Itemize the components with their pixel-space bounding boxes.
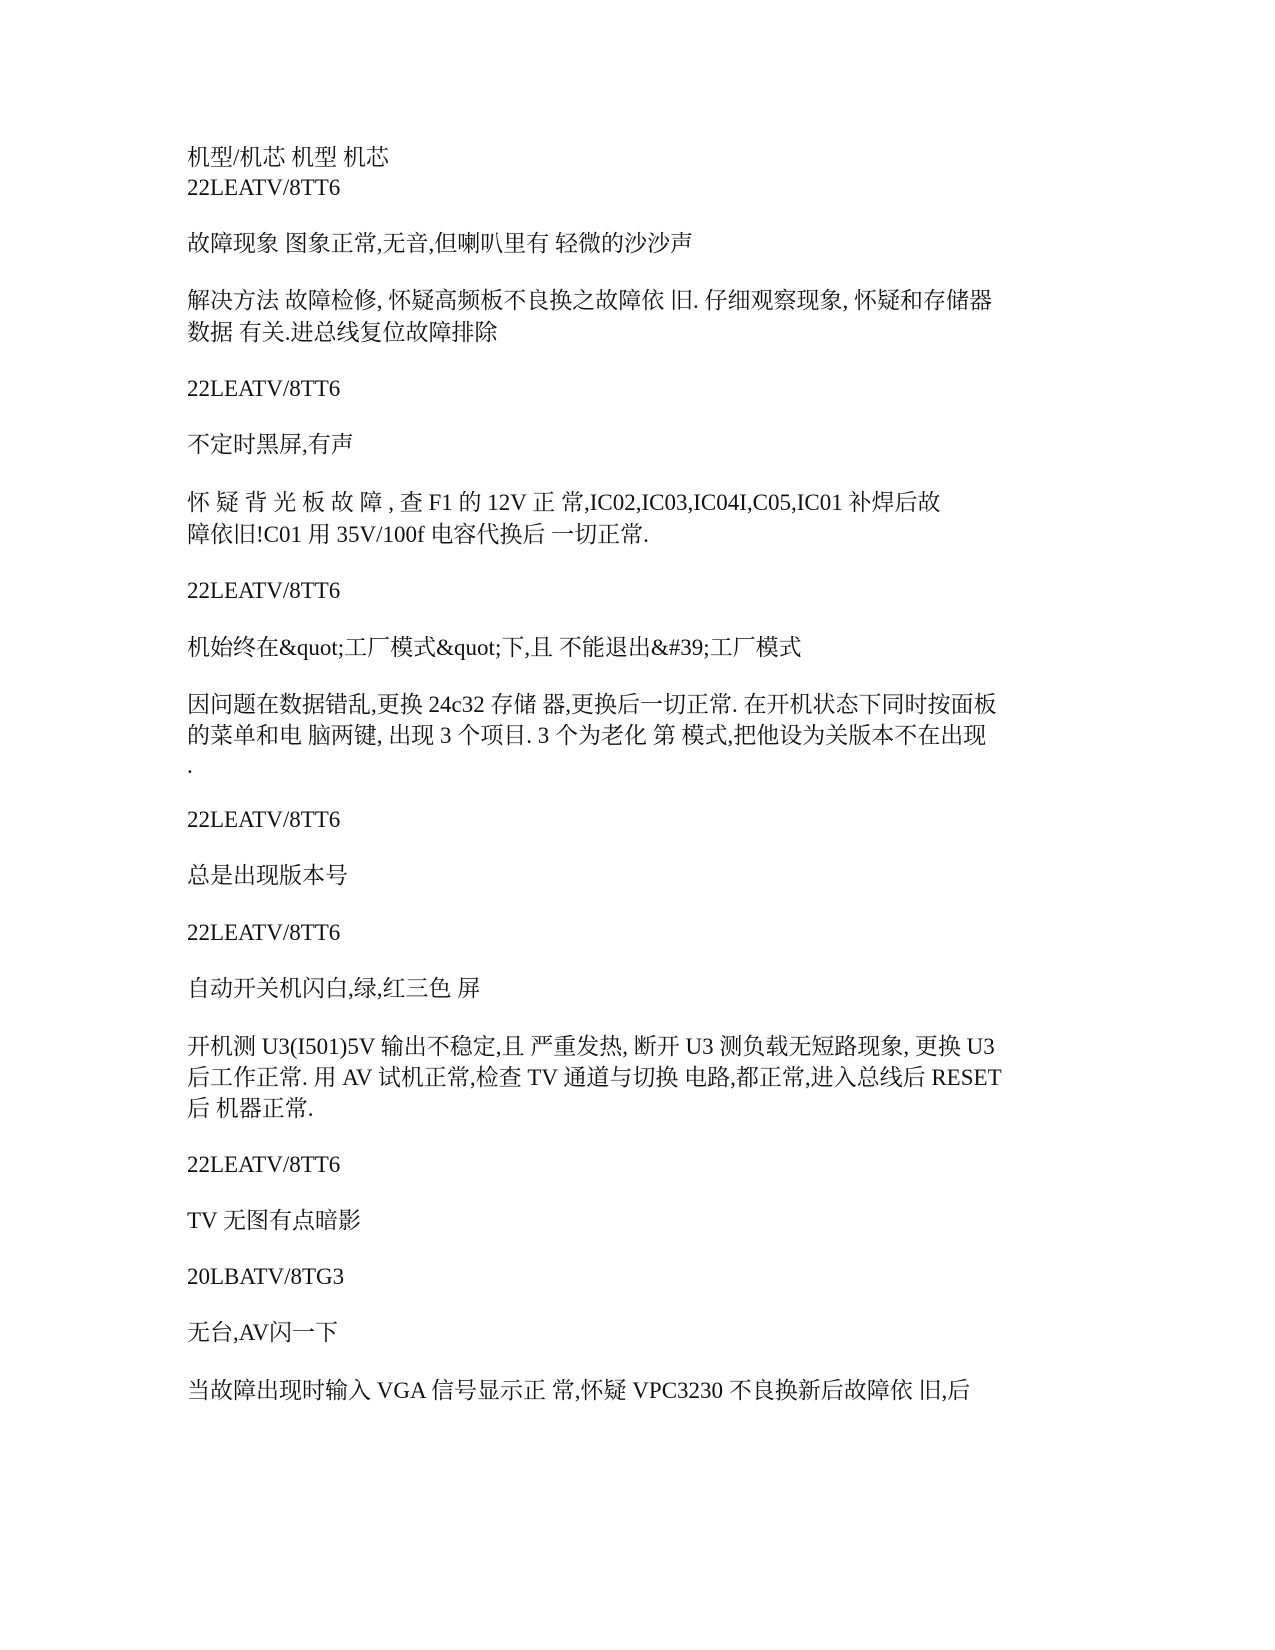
text-line: 机始终在&quot;工厂模式&quot;下,且 不能退出&#39;工厂模式 — [187, 635, 802, 660]
text-line: 不定时黑屏,有声 — [187, 432, 354, 457]
text-line: 数据 有关.进总线复位故障排除 — [187, 320, 498, 345]
text-line: 解决方法 故障检修, 怀疑高频板不良换之故障依 旧. 仔细观察现象, 怀疑和存储器 — [187, 288, 992, 313]
text-line: 自动开关机闪白,绿,红三色 屏 — [187, 976, 481, 1001]
text-line: 后工作正常. 用 AV 试机正常,检查 TV 通道与切换 电路,都正常,进入总线后 RESET — [187, 1065, 1002, 1090]
text-line: 后 机器正常. — [187, 1096, 314, 1121]
text-line: 障依旧!C01 用 35V/100f 电容代换后 一切正常. — [187, 522, 649, 547]
text-line: 的菜单和电 脑两键, 出现 3 个项目. 3 个为老化 第 模式,把他设为关版本不在出现 — [187, 723, 987, 748]
text-line: 总是出现版本号 — [187, 863, 348, 888]
text-line: TV 无图有点暗影 — [187, 1208, 361, 1233]
text-line: 20LBATV/8TG3 — [187, 1264, 345, 1289]
text-line: 故障现象 图象正常,无音,但喇叭里有 轻微的沙沙声 — [187, 231, 693, 256]
text-line: . — [187, 753, 193, 778]
text-line: 22LEATV/8TT6 — [187, 175, 341, 200]
text-line: 当故障出现时输入 VGA 信号显示正 常,怀疑 VPC3230 不良换新后故障依 旧,后 — [187, 1378, 971, 1403]
text-line: 开机测 U3(I501)5V 输出不稳定,且 严重发热, 断开 U3 测负载无短路现象, 更换 U3 — [187, 1034, 995, 1059]
text-line: 22LEATV/8TT6 — [187, 376, 341, 401]
text-line: 22LEATV/8TT6 — [187, 807, 341, 832]
text-line: 因问题在数据错乱,更换 24c32 存储 器,更换后一切正常. 在开机状态下同时按面板 — [187, 692, 997, 717]
text-line: 22LEATV/8TT6 — [187, 920, 341, 945]
text-line: 无台,AV闪一下 — [187, 1320, 339, 1345]
text-line: 22LEATV/8TT6 — [187, 578, 341, 603]
text-line: 22LEATV/8TT6 — [187, 1152, 341, 1177]
text-line: 怀 疑 背 光 板 故 障 , 查 F1 的 12V 正 常,IC02,IC03,IC04I,C05,IC01 补焊后故 — [187, 490, 941, 515]
text-line: 机型/机芯 机型 机芯 — [187, 145, 389, 170]
